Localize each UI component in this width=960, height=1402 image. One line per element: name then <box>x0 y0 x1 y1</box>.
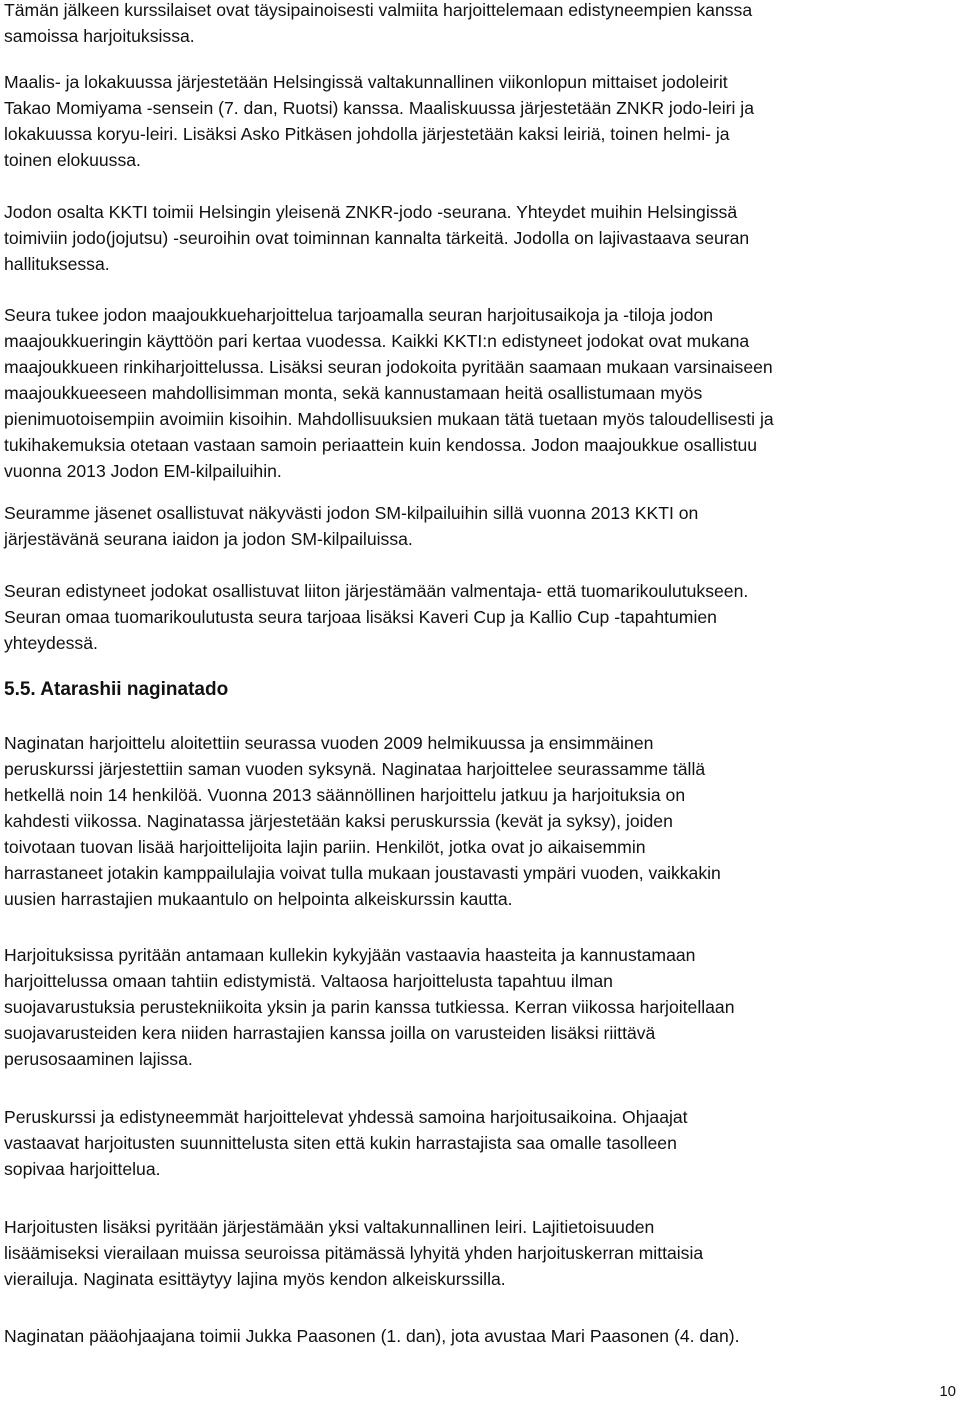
paragraph-naginata-training: Harjoituksissa pyritään antamaan kullekin kykyjään vastaavia haasteita ja kannustamaan harjoittelussa omaan tahtiin edistymistä. Valtaosa harjoittelusta tapahtuu ilman suojavarustuksia perustekniikoita yksin ja parin kanssa tutkiessa. Kerran viikossa harjoitellaan suojavarusteiden kera niiden harrastajien kanssa joilla on varusteiden lisäksi riittävä perusosaaminen lajissa. <box>4 945 735 1069</box>
paragraph-sm-competitions: Seuramme jäsenet osallistuvat näkyvästi jodon SM-kilpailuihin sillä vuonna 2013 KKTI on järjestävänä seurana iaidon ja jodon SM-kilpailuissa. <box>4 503 699 549</box>
page-number: 10 <box>939 1383 956 1400</box>
section-heading: 5.5. Atarashii naginatado <box>4 679 229 700</box>
paragraph-znkr-club: Jodon osalta KKTI toimii Helsingin yleisenä ZNKR-jodo -seurana. Yhteydet muihin Helsingissä toimiviin jodo(jojutsu) -seuroihin ovat toiminnan kannalta tärkeitä. Jodolla on lajivastaava seuran hallituksessa. <box>4 202 750 274</box>
paragraph-jodo-camps: Maalis- ja lokakuussa järjestetään Helsingissä valtakunnallinen viikonlopun mittaiset jodoleirit Takao Momiyama -sensein (7. dan, Ruotsi) kanssa. Maaliskuussa järjestetään ZNKR jodo-leiri ja lokakuussa koryu-leiri. Lisäksi Asko Pitkäsen johdolla järjestetään kaksi leiriä, toinen helmi- ja toinen elokuussa. <box>4 72 755 170</box>
paragraph-course-progress: Tämän jälkeen kurssilaiset ovat täysipainoisesti valmiita harjoittelemaan edistyneempien kanssa samoissa harjoituksissa. <box>4 0 753 46</box>
paragraph-naginata-groups: Peruskurssi ja edistyneemmät harjoittelevat yhdessä samoina harjoitusaikoina. Ohjaajat vastaavat harjoitusten suunnittelusta siten että kukin harrastajista saa omalle tasolleen sopivaa harjoittelua. <box>4 1107 688 1179</box>
paragraph-referee-training: Seuran edistyneet jodokat osallistuvat liiton järjestämään valmentaja- että tuomarikoulutukseen. Seuran omaa tuomarikoulutusta seura tarjoaa lisäksi Kaveri Cup ja Kallio Cup -tapahtumien yhteydessä. <box>4 581 749 653</box>
paragraph-national-team: Seura tukee jodon maajoukkueharjoittelua tarjoamalla seuran harjoitusaikoja ja -tiloja jodon maajoukkueringin käyttöön pari kertaa vuodessa. Kaikki KKTI:n edistyneet jodokat ovat mukana maajoukkueen rinkiharjoittelussa. Lisäksi seuran jodokoita pyritään saamaan mukaan varsinaiseen maajoukkueeseen mahdollisimman monta, sekä kannustamaan heitä osallistumaan myös pienimuotoisempiin avoimiin kisoihin. Mahdollisuuksien mukaan tätä tuetaan myös taloudellisesti ja tukihakemuksia otetaan vastaan samoin periaattein kuin kendossa. Jodon maajoukkue osallistuu vuonna 2013 Jodon EM-kilpailuihin. <box>4 305 774 481</box>
paragraph-naginata-history: Naginatan harjoittelu aloitettiin seurassa vuoden 2009 helmikuussa ja ensimmäinen peruskurssi järjestettiin saman vuoden syksynä. Naginataa harjoittelee seurassamme tällä hetkellä noin 14 henkilöä. Vuonna 2013 säännöllinen harjoittelu jatkuu ja harjoituksia on kahdesti viikossa. Naginatassa järjestetään kaksi peruskurssia (kevät ja syksy), joiden toivotaan tuovan lisää harjoittelijoita lajin pariin. Henkilöt, jotka ovat jo aikaisemmin harrastaneet jotakin kamppailulajia voivat tulla mukaan joustavasti ympäri vuoden, vaikkakin uusien harrastajien mukaantulo on helpointa alkeiskurssin kautta. <box>4 733 721 909</box>
paragraph-naginata-instructors: Naginatan pääohjaajana toimii Jukka Paasonen (1. dan), jota avustaa Mari Paasonen (4. dan). <box>4 1326 740 1346</box>
paragraph-naginata-camps: Harjoitusten lisäksi pyritään järjestämään yksi valtakunnallinen leiri. Lajitietoisuuden lisäämiseksi vierailaan muissa seuroissa pitämässä lyhyitä yhden harjoituskerran mittaisia vierailuja. Naginata esittäytyy lajina myös kendon alkeiskurssilla. <box>4 1217 704 1289</box>
